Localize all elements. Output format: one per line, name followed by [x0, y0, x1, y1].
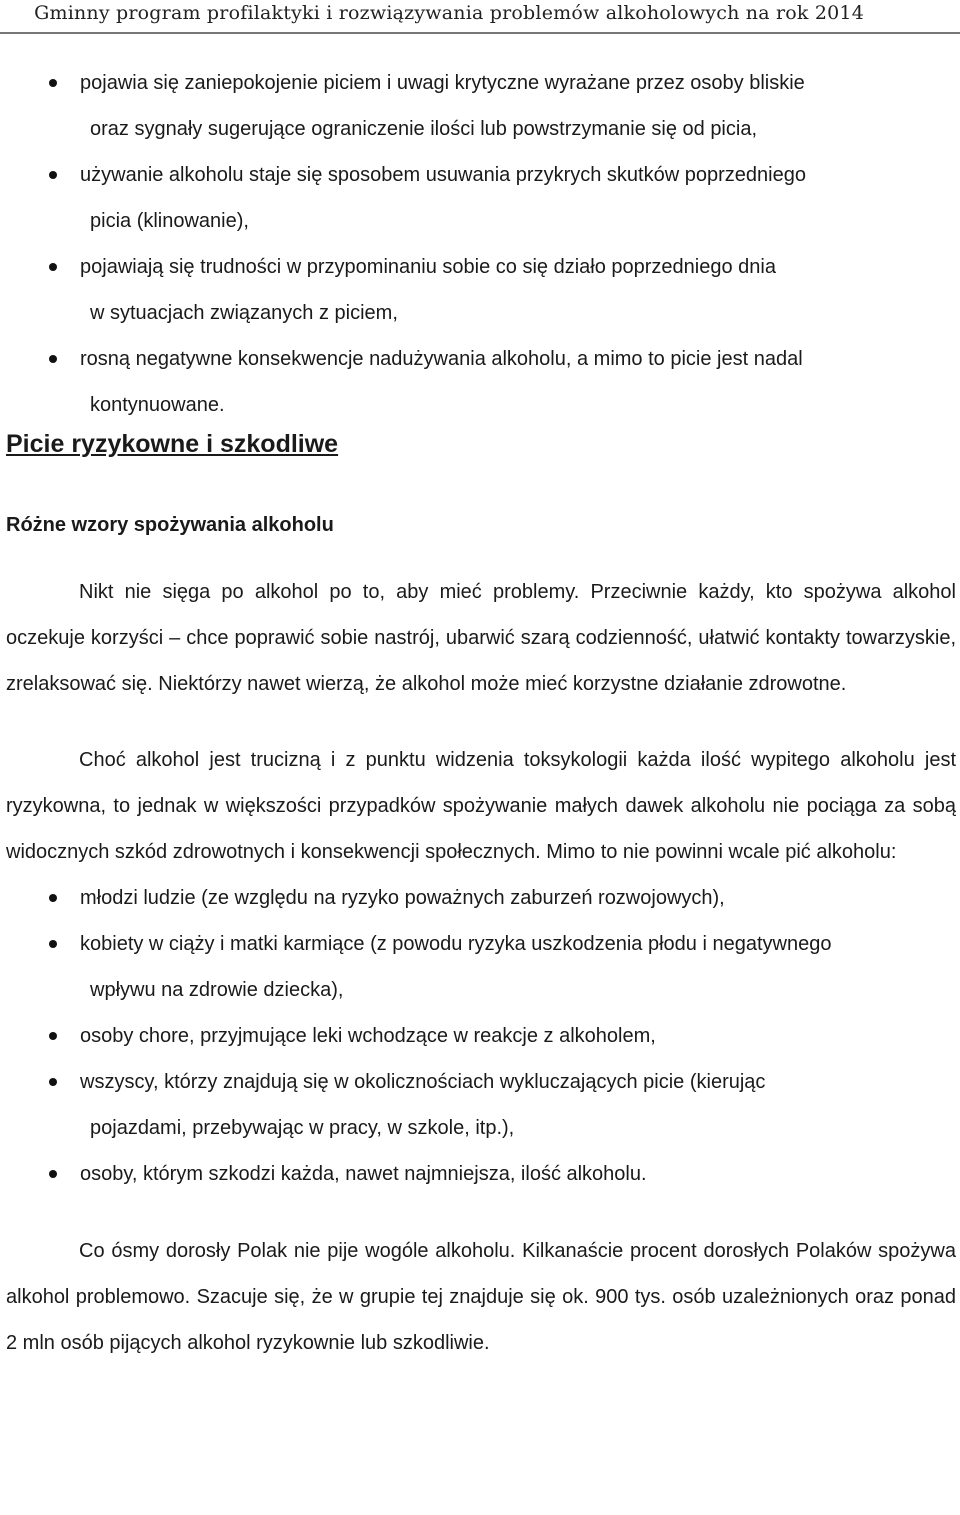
list-item	[6, 1151, 956, 1197]
list-item	[6, 244, 956, 336]
list-item-continuation: picia (klinowanie),	[90, 210, 249, 232]
list-item-text: rosną negatywne konsekwencje nadużywania alkoholu, a mimo to picie jest nadal	[80, 348, 803, 370]
list-item-text: używanie alkoholu staje się sposobem usuwania przykrych skutków poprzedniego	[80, 164, 806, 186]
list-item-continuation: w sytuacjach związanych z piciem,	[90, 302, 398, 324]
list-item	[6, 921, 956, 1013]
header-title: Gminny program profilaktyki i rozwiązywania problemów alkoholowych na rok 2014	[34, 2, 864, 24]
abstinence-groups-list	[6, 875, 956, 1197]
list-item	[6, 336, 956, 428]
list-item-continuation: pojazdami, przebywając w pracy, w szkole, itp.),	[90, 1117, 515, 1139]
list-item-text: pojawia się zaniepokojenie piciem i uwagi krytyczne wyrażane przez osoby bliskie	[80, 72, 805, 94]
warning-signs-list	[6, 60, 956, 428]
paragraph: Nikt nie sięga po alkohol po to, aby mieć problemy. Przeciwnie każdy, kto spożywa alkohol oczekuje korzyści – chce poprawić sobie nastrój, ubarwić szarą codzienność, ułatwić kontakty towarzyskie, zrelaksować się. Niektórzy nawet wierzą, że alkohol może mieć korzystne działanie zdrowotne.	[6, 581, 956, 695]
list-item-continuation: oraz sygnały sugerujące ograniczenie ilości lub powstrzymanie się od picia,	[90, 118, 758, 140]
list-item	[6, 875, 956, 921]
list-item-text: młodzi ludzie (ze względu na ryzyko poważnych zaburzeń rozwojowych),	[80, 887, 725, 909]
page-header	[0, 0, 960, 34]
list-item-text: osoby chore, przyjmujące leki wchodzące w reakcje z alkoholem,	[80, 1025, 656, 1047]
subsection-title: Różne wzory spożywania alkoholu	[6, 514, 334, 536]
section-title: Picie ryzykowne i szkodliwe	[6, 430, 339, 458]
list-item	[6, 60, 956, 152]
list-item-text: wszyscy, którzy znajdują się w okolicznościach wykluczających picie (kierując	[80, 1071, 766, 1093]
list-item-text: kobiety w ciąży i matki karmiące (z powodu ryzyka uszkodzenia płodu i negatywnego	[80, 933, 832, 955]
list-item-text: pojawiają się trudności w przypominaniu sobie co się działo poprzedniego dnia	[80, 256, 776, 278]
list-item-continuation: kontynuowane.	[90, 394, 225, 416]
list-item-continuation: wpływu na zdrowie dziecka),	[90, 979, 344, 1001]
paragraph: Co ósmy dorosły Polak nie pije wogóle alkoholu. Kilkanaście procent dorosłych Polaków spożywa alkohol problemowo. Szacuje się, że w grupie tej znajduje się ok. 900 tys. osób uzależnionych oraz ponad 2 mln osób pijących alkohol ryzykownie lub szkodliwie.	[6, 1240, 956, 1354]
list-item	[6, 152, 956, 244]
list-item	[6, 1059, 956, 1151]
list-item	[6, 1013, 956, 1059]
list-item-text: osoby, którym szkodzi każda, nawet najmniejsza, ilość alkoholu.	[80, 1163, 647, 1185]
paragraph: Choć alkohol jest trucizną i z punktu widzenia toksykologii każda ilość wypitego alkoholu jest ryzykowna, to jednak w większości przypadków spożywanie małych dawek alkoholu nie pociąga za sobą widocznych szkód zdrowotnych i konsekwencji społecznych. Mimo to nie powinni wcale pić alkoholu:	[6, 749, 956, 863]
document-body	[6, 60, 956, 1366]
